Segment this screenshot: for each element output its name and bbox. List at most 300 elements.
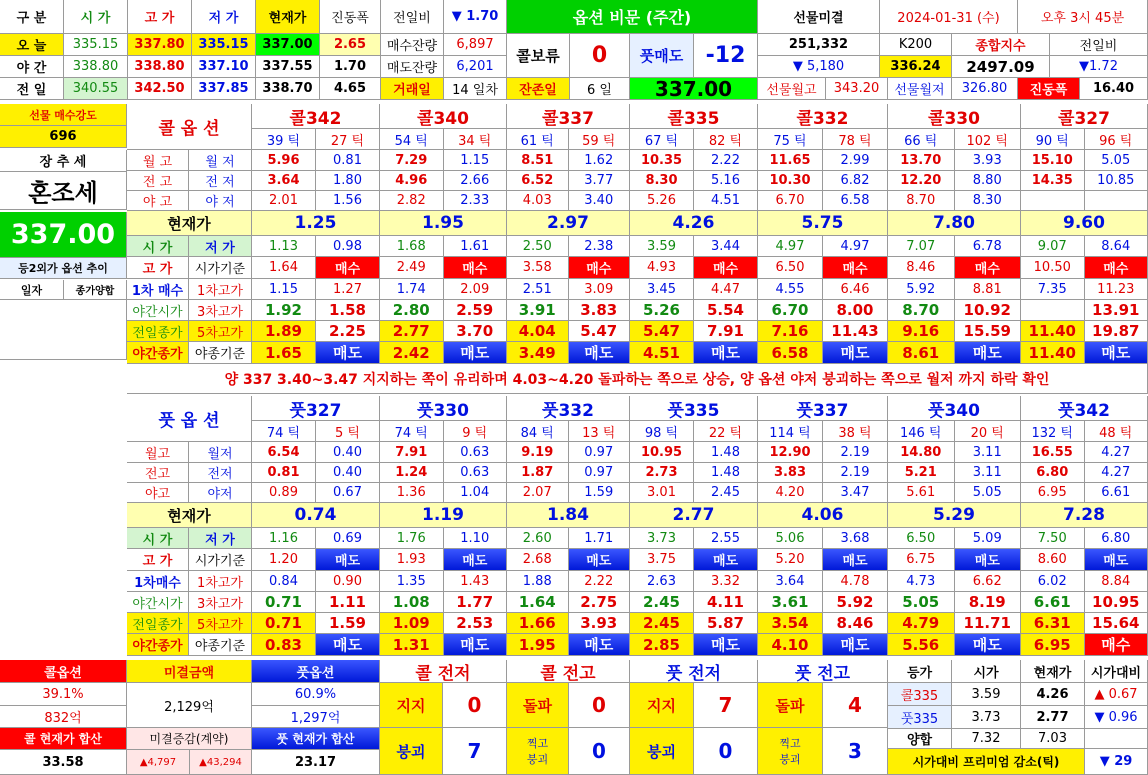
val-c1b: 8.81 bbox=[955, 279, 1022, 300]
row-label-jg: 전 고 bbox=[127, 171, 189, 191]
current-value: 5.75 bbox=[758, 211, 888, 236]
val-ys: 8.70 bbox=[888, 300, 955, 321]
val-ys: 3.61 bbox=[758, 592, 823, 613]
open-prev: 340.55 bbox=[64, 78, 128, 100]
val-jj: 3.77 bbox=[569, 171, 631, 191]
val-yg: 2.07 bbox=[507, 483, 569, 503]
row-label-c1b: 1차고가 bbox=[189, 571, 252, 592]
call-high-breakout: 0 bbox=[569, 683, 630, 728]
val-jj: 2.66 bbox=[444, 171, 508, 191]
undecided-change-2: ▲43,294 bbox=[190, 750, 252, 775]
val-wg: 9.19 bbox=[507, 442, 569, 463]
call-sum-value: 33.58 bbox=[0, 750, 127, 775]
support-label: 지지 bbox=[380, 683, 443, 728]
strike-call-2[interactable]: 콜337 bbox=[507, 104, 630, 129]
put-low-support: 7 bbox=[694, 683, 758, 728]
val-sg: 9.07 bbox=[1021, 236, 1085, 257]
val-wg: 8.51 bbox=[507, 150, 569, 171]
val-sg: 3.59 bbox=[630, 236, 694, 257]
val-c5: 5.47 bbox=[569, 321, 631, 342]
row-label-wj: 월저 bbox=[189, 442, 252, 463]
buy-remaining-value: 6,897 bbox=[444, 34, 507, 56]
current-label: 현재가 bbox=[127, 211, 252, 236]
range-today: 2.65 bbox=[320, 34, 381, 56]
tick-a: 84 틱 bbox=[507, 421, 569, 442]
val-ycb: 매도 bbox=[569, 342, 631, 364]
val-jc: 0.71 bbox=[252, 613, 316, 634]
val-yg: 0.89 bbox=[252, 483, 316, 503]
range-prev: 4.65 bbox=[320, 78, 381, 100]
k200-label: K200 bbox=[880, 34, 952, 56]
val-c3: 5.92 bbox=[823, 592, 888, 613]
futures-month-high-label: 선물월고 bbox=[758, 78, 826, 100]
row-label-wg: 월고 bbox=[127, 442, 189, 463]
tick-a: 90 틱 bbox=[1021, 129, 1085, 150]
val-yj: 8.30 bbox=[955, 191, 1022, 211]
val-jeo: 8.64 bbox=[1085, 236, 1148, 257]
strike-put-2[interactable]: 풋332 bbox=[507, 396, 630, 421]
val-gg: 6.50 bbox=[758, 257, 823, 279]
val-c1: 1.15 bbox=[252, 279, 316, 300]
tick-a: 61 틱 bbox=[507, 129, 569, 150]
val-jj: 5.16 bbox=[694, 171, 758, 191]
val-wg: 5.96 bbox=[252, 150, 316, 171]
val-gg: 8.46 bbox=[888, 257, 955, 279]
strike-put-5[interactable]: 풋340 bbox=[888, 396, 1021, 421]
high-prev: 342.50 bbox=[128, 78, 192, 100]
futures-month-low-value: 326.80 bbox=[952, 78, 1018, 100]
val-jj: 8.80 bbox=[955, 171, 1022, 191]
val-c5: 8.46 bbox=[823, 613, 888, 634]
val-c3: 13.91 bbox=[1085, 300, 1148, 321]
current-night: 337.55 bbox=[256, 56, 320, 78]
current-value: 2.77 bbox=[630, 503, 758, 528]
val-c1: 3.45 bbox=[630, 279, 694, 300]
call-low-support: 0 bbox=[443, 683, 507, 728]
val-ycb: 매도 bbox=[694, 634, 758, 656]
val-sgb: 매도 bbox=[1085, 549, 1148, 571]
mini-r2-2: 2.77 bbox=[1021, 706, 1085, 729]
val-c1: 5.92 bbox=[888, 279, 955, 300]
val-ys bbox=[1021, 300, 1085, 321]
tick-b: 78 틱 bbox=[823, 129, 888, 150]
val-c3: 8.19 bbox=[955, 592, 1022, 613]
tick-b: 20 틱 bbox=[955, 421, 1022, 442]
val-yj: 3.47 bbox=[823, 483, 888, 503]
val-yj bbox=[1085, 191, 1148, 211]
strike-call-4[interactable]: 콜332 bbox=[758, 104, 888, 129]
val-jc: 4.04 bbox=[507, 321, 569, 342]
val-wj: 0.40 bbox=[316, 442, 380, 463]
val-wj: 5.05 bbox=[1085, 150, 1148, 171]
val-ycb: 매도 bbox=[694, 342, 758, 364]
val-gg: 1.64 bbox=[252, 257, 316, 279]
val-sgb: 매수 bbox=[955, 257, 1022, 279]
val-c1: 2.51 bbox=[507, 279, 569, 300]
val-jj: 0.97 bbox=[569, 463, 631, 483]
val-gg: 3.75 bbox=[630, 549, 694, 571]
val-gg: 2.49 bbox=[380, 257, 444, 279]
buy-remaining-label: 매수잔량 bbox=[381, 34, 444, 56]
val-c1: 1.88 bbox=[507, 571, 569, 592]
val-ycb: 매도 bbox=[444, 634, 508, 656]
val-jc: 4.79 bbox=[888, 613, 955, 634]
strike-put-0[interactable]: 풋327 bbox=[252, 396, 380, 421]
row-label-ys: 야간시가 bbox=[127, 300, 189, 321]
val-ys: 5.26 bbox=[630, 300, 694, 321]
strike-call-6[interactable]: 콜327 bbox=[1021, 104, 1148, 129]
trade-day-value: 14 일차 bbox=[444, 78, 507, 100]
buy-strength-label: 선물 매수강도 bbox=[0, 104, 127, 126]
val-wj: 4.27 bbox=[1085, 442, 1148, 463]
val-jj: 6.82 bbox=[823, 171, 888, 191]
val-c5: 19.87 bbox=[1085, 321, 1148, 342]
row-label-gg: 고 가 bbox=[127, 257, 189, 279]
mini-header-0: 등가 bbox=[888, 660, 952, 683]
val-sgb: 매수 bbox=[316, 257, 380, 279]
call-hold-value: 0 bbox=[570, 34, 630, 78]
put-high-breakout: 4 bbox=[823, 683, 888, 728]
val-sg: 7.07 bbox=[888, 236, 955, 257]
val-yj: 1.59 bbox=[569, 483, 631, 503]
val-sgb: 매수 bbox=[823, 257, 888, 279]
val-c3: 1.11 bbox=[316, 592, 380, 613]
val-jeo: 3.68 bbox=[823, 528, 888, 549]
strike-put-1[interactable]: 풋330 bbox=[380, 396, 507, 421]
strike-put-6[interactable]: 풋342 bbox=[1021, 396, 1148, 421]
mini-r1-0: 콜335 bbox=[888, 683, 952, 706]
current-value: 2.97 bbox=[507, 211, 630, 236]
tick-a: 114 틱 bbox=[758, 421, 823, 442]
row-label-yc: 야간종가 bbox=[127, 342, 189, 364]
option-title-put: 풋 옵 션 bbox=[127, 396, 252, 442]
val-c3: 10.92 bbox=[955, 300, 1022, 321]
low-prev: 337.85 bbox=[192, 78, 256, 100]
undecided-amount: 2,129억 bbox=[127, 683, 252, 728]
date-col-label: 일자 bbox=[0, 280, 64, 300]
val-ys: 6.70 bbox=[758, 300, 823, 321]
val-c1: 1.74 bbox=[380, 279, 444, 300]
tick-a: 66 틱 bbox=[888, 129, 955, 150]
val-yj: 6.58 bbox=[823, 191, 888, 211]
val-c5: 11.71 bbox=[955, 613, 1022, 634]
val-wj: 1.48 bbox=[694, 442, 758, 463]
kospi-diff-label: 전일비 bbox=[1050, 34, 1148, 56]
val-c1: 2.63 bbox=[630, 571, 694, 592]
val-yc: 3.49 bbox=[507, 342, 569, 364]
strike-put-3[interactable]: 풋335 bbox=[630, 396, 758, 421]
val-ys: 1.64 bbox=[507, 592, 569, 613]
val-yc: 6.58 bbox=[758, 342, 823, 364]
val-c1b: 1.27 bbox=[316, 279, 380, 300]
val-c3: 1.77 bbox=[444, 592, 508, 613]
val-c1b: 8.84 bbox=[1085, 571, 1148, 592]
val-wg: 10.35 bbox=[630, 150, 694, 171]
val-c1: 4.73 bbox=[888, 571, 955, 592]
val-jeo: 5.09 bbox=[955, 528, 1022, 549]
val-c1: 0.84 bbox=[252, 571, 316, 592]
val-yj: 2.45 bbox=[694, 483, 758, 503]
val-c3: 10.95 bbox=[1085, 592, 1148, 613]
call-sum-label: 콜 현재가 합산 bbox=[0, 728, 127, 750]
val-jg: 4.96 bbox=[380, 171, 444, 191]
val-ycb: 매도 bbox=[823, 634, 888, 656]
val-c1: 1.35 bbox=[380, 571, 444, 592]
val-c1b: 2.09 bbox=[444, 279, 508, 300]
val-ycb: 매수 bbox=[1085, 634, 1148, 656]
mini-header-3: 시가대비 bbox=[1085, 660, 1148, 683]
breakout-label-put: 돌파 bbox=[758, 683, 823, 728]
val-yc: 6.95 bbox=[1021, 634, 1085, 656]
summary-header-h_put_low: 풋 전저 bbox=[630, 660, 758, 683]
premium-decrease-value: ▼ 29 bbox=[1085, 749, 1148, 775]
val-yj: 1.56 bbox=[316, 191, 380, 211]
val-jeo: 1.10 bbox=[444, 528, 508, 549]
tick-b: 34 틱 bbox=[444, 129, 508, 150]
row-label-jj: 전저 bbox=[189, 463, 252, 483]
val-jj: 1.80 bbox=[316, 171, 380, 191]
val-c1: 3.64 bbox=[758, 571, 823, 592]
put-high-touch: 3 bbox=[823, 728, 888, 775]
val-yj: 2.33 bbox=[444, 191, 508, 211]
val-wg: 15.10 bbox=[1021, 150, 1085, 171]
put-percent: 60.9% bbox=[252, 683, 380, 706]
tick-a: 74 틱 bbox=[252, 421, 316, 442]
val-wg: 16.55 bbox=[1021, 442, 1085, 463]
strike-call-3[interactable]: 콜335 bbox=[630, 104, 758, 129]
futures-open-interest-label: 선물미결 bbox=[758, 0, 880, 34]
mini-r2-3: ▼ 0.96 bbox=[1085, 706, 1148, 729]
val-jc: 3.54 bbox=[758, 613, 823, 634]
mini-header-1: 시가 bbox=[952, 660, 1021, 683]
col-header-gubun: 구 분 bbox=[0, 0, 64, 34]
col-header-range: 진동폭 bbox=[320, 0, 381, 34]
val-gg: 6.75 bbox=[888, 549, 955, 571]
val-jj: 10.85 bbox=[1085, 171, 1148, 191]
kospi-diff-value: ▼1.72 bbox=[1050, 56, 1148, 78]
row-label-yg: 야 고 bbox=[127, 191, 189, 211]
current-value: 7.80 bbox=[888, 211, 1021, 236]
val-wg: 13.70 bbox=[888, 150, 955, 171]
tick-a: 39 틱 bbox=[252, 129, 316, 150]
val-yg: 1.36 bbox=[380, 483, 444, 503]
val-wg: 7.91 bbox=[380, 442, 444, 463]
val-jg: 14.35 bbox=[1021, 171, 1085, 191]
val-yg: 6.95 bbox=[1021, 483, 1085, 503]
mini-r1-3: ▲ 0.67 bbox=[1085, 683, 1148, 706]
val-yc: 4.51 bbox=[630, 342, 694, 364]
val-gg: 2.68 bbox=[507, 549, 569, 571]
range2-value: 16.40 bbox=[1080, 78, 1148, 100]
current-value: 1.19 bbox=[380, 503, 507, 528]
row-label-c3: 3차고가 bbox=[189, 592, 252, 613]
strike-call-0[interactable]: 콜342 bbox=[252, 104, 380, 129]
val-yj: 3.40 bbox=[569, 191, 631, 211]
val-ycb: 매도 bbox=[316, 342, 380, 364]
val-gg: 5.20 bbox=[758, 549, 823, 571]
val-yj: 4.51 bbox=[694, 191, 758, 211]
tick-b: 82 틱 bbox=[694, 129, 758, 150]
tick-b: 22 틱 bbox=[694, 421, 758, 442]
val-yg: 4.20 bbox=[758, 483, 823, 503]
val-gg: 8.60 bbox=[1021, 549, 1085, 571]
val-jg: 3.83 bbox=[758, 463, 823, 483]
strike-call-1[interactable]: 콜340 bbox=[380, 104, 507, 129]
val-sgb: 매도 bbox=[823, 549, 888, 571]
support-label-put: 지지 bbox=[630, 683, 694, 728]
val-sg: 1.68 bbox=[380, 236, 444, 257]
val-ys: 2.45 bbox=[630, 592, 694, 613]
val-ys: 0.71 bbox=[252, 592, 316, 613]
touch-collapse-label-put bbox=[758, 728, 823, 775]
mini-r2-0: 풋335 bbox=[888, 706, 952, 729]
option-title-call: 콜 옵 션 bbox=[127, 104, 252, 150]
val-c1b: 6.62 bbox=[955, 571, 1022, 592]
val-jg: 6.52 bbox=[507, 171, 569, 191]
row-label-c3: 3차고가 bbox=[189, 300, 252, 321]
undecided-amount-header: 미결금액 bbox=[127, 660, 252, 683]
row-label-jg2: 저 가 bbox=[189, 236, 252, 257]
col-header-prev-diff: 전일비 bbox=[381, 0, 444, 34]
col-header-low: 저 가 bbox=[192, 0, 256, 34]
val-wg: 7.29 bbox=[380, 150, 444, 171]
val-jg: 6.80 bbox=[1021, 463, 1085, 483]
val-c1b: 3.32 bbox=[694, 571, 758, 592]
val-wg: 12.90 bbox=[758, 442, 823, 463]
val-c3: 2.75 bbox=[569, 592, 631, 613]
tick-a: 67 틱 bbox=[630, 129, 694, 150]
val-jg: 8.30 bbox=[630, 171, 694, 191]
val-ys: 5.05 bbox=[888, 592, 955, 613]
val-ys: 1.08 bbox=[380, 592, 444, 613]
val-sgb: 매수 bbox=[694, 257, 758, 279]
val-sgb: 매수 bbox=[444, 257, 508, 279]
val-jeo: 1.71 bbox=[569, 528, 631, 549]
tick-b: 48 틱 bbox=[1085, 421, 1148, 442]
strike-call-5[interactable]: 콜330 bbox=[888, 104, 1021, 129]
row-label-jg: 전고 bbox=[127, 463, 189, 483]
row-label-ycb: 야종기준 bbox=[189, 342, 252, 364]
current-label: 현재가 bbox=[127, 503, 252, 528]
low-night: 337.10 bbox=[192, 56, 256, 78]
val-ycb: 매도 bbox=[569, 634, 631, 656]
val-c5: 5.87 bbox=[694, 613, 758, 634]
val-jeo: 2.38 bbox=[569, 236, 631, 257]
mini-r2-1: 3.73 bbox=[952, 706, 1021, 729]
tick-a: 54 틱 bbox=[380, 129, 444, 150]
remaining-day-value: 6 일 bbox=[570, 78, 630, 100]
summary-header-h_call_high: 콜 전고 bbox=[507, 660, 630, 683]
current-value: 4.26 bbox=[630, 211, 758, 236]
val-jj: 4.27 bbox=[1085, 463, 1148, 483]
val-wj: 0.81 bbox=[316, 150, 380, 171]
val-sg: 2.60 bbox=[507, 528, 569, 549]
col-header-open: 시 가 bbox=[64, 0, 128, 34]
call-low-collapse: 7 bbox=[443, 728, 507, 775]
row-label-today: 오 늘 bbox=[0, 34, 64, 56]
prev-diff-value: ▼ 1.70 bbox=[444, 0, 507, 34]
val-jeo: 0.98 bbox=[316, 236, 380, 257]
val-wj: 2.19 bbox=[823, 442, 888, 463]
val-jg: 10.30 bbox=[758, 171, 823, 191]
put-sum-value: 23.17 bbox=[252, 750, 380, 775]
val-sgb: 매도 bbox=[569, 549, 631, 571]
val-yc: 2.85 bbox=[630, 634, 694, 656]
val-jc: 7.16 bbox=[758, 321, 823, 342]
val-yc: 1.65 bbox=[252, 342, 316, 364]
left-empty bbox=[0, 300, 127, 360]
close-trend-label: 종가양합 bbox=[64, 280, 127, 300]
val-yc: 8.61 bbox=[888, 342, 955, 364]
val-sgb: 매수 bbox=[1085, 257, 1148, 279]
val-wg: 11.65 bbox=[758, 150, 823, 171]
val-yj: 6.61 bbox=[1085, 483, 1148, 503]
val-jg: 1.87 bbox=[507, 463, 569, 483]
val-yg: 6.70 bbox=[758, 191, 823, 211]
val-c1b: 6.46 bbox=[823, 279, 888, 300]
touch-label: 찍고 bbox=[779, 737, 801, 750]
tick-a: 74 틱 bbox=[380, 421, 444, 442]
current-prev: 338.70 bbox=[256, 78, 320, 100]
val-c1b: 2.22 bbox=[569, 571, 631, 592]
val-c1b: 4.47 bbox=[694, 279, 758, 300]
val-yj: 5.05 bbox=[955, 483, 1022, 503]
remaining-day-label: 잔존일 bbox=[507, 78, 570, 100]
row-label-prev: 전 일 bbox=[0, 78, 64, 100]
collapse-label-put: 붕괴 bbox=[630, 728, 694, 775]
val-sg: 4.97 bbox=[758, 236, 823, 257]
val-wj: 1.62 bbox=[569, 150, 631, 171]
val-jc: 5.47 bbox=[630, 321, 694, 342]
val-gg: 4.93 bbox=[630, 257, 694, 279]
sell-remaining-value: 6,201 bbox=[444, 56, 507, 78]
val-ys: 1.92 bbox=[252, 300, 316, 321]
val-jc: 1.89 bbox=[252, 321, 316, 342]
val-jeo: 2.55 bbox=[694, 528, 758, 549]
put-sell-value: -12 bbox=[694, 34, 758, 78]
val-jeo: 6.80 bbox=[1085, 528, 1148, 549]
val-ys: 3.91 bbox=[507, 300, 569, 321]
strike-put-4[interactable]: 풋337 bbox=[758, 396, 888, 421]
val-wj: 0.63 bbox=[444, 442, 508, 463]
val-sg: 3.73 bbox=[630, 528, 694, 549]
open-night: 338.80 bbox=[64, 56, 128, 78]
row-label-jg2: 저 가 bbox=[189, 528, 252, 549]
high-night: 338.80 bbox=[128, 56, 192, 78]
val-jj: 3.11 bbox=[955, 463, 1022, 483]
tick-b: 59 틱 bbox=[569, 129, 631, 150]
val-jeo: 4.97 bbox=[823, 236, 888, 257]
summary-header-h_put_high: 풋 전고 bbox=[758, 660, 888, 683]
val-wj: 3.93 bbox=[955, 150, 1022, 171]
range-night: 1.70 bbox=[320, 56, 381, 78]
kospi-label: 종합지수 bbox=[952, 34, 1050, 56]
tick-a: 132 틱 bbox=[1021, 421, 1085, 442]
futures-month-high-value: 343.20 bbox=[826, 78, 888, 100]
val-jc: 11.40 bbox=[1021, 321, 1085, 342]
mini-r3-empty bbox=[1085, 729, 1148, 749]
val-ys: 2.80 bbox=[380, 300, 444, 321]
row-label-sg: 시 가 bbox=[127, 236, 189, 257]
val-c5: 15.64 bbox=[1085, 613, 1148, 634]
val-gg: 3.58 bbox=[507, 257, 569, 279]
row-label-yj: 야저 bbox=[189, 483, 252, 503]
tick-a: 75 틱 bbox=[758, 129, 823, 150]
val-yg: 2.82 bbox=[380, 191, 444, 211]
val-c3: 2.59 bbox=[444, 300, 508, 321]
high-today: 337.80 bbox=[128, 34, 192, 56]
tick-a: 98 틱 bbox=[630, 421, 694, 442]
